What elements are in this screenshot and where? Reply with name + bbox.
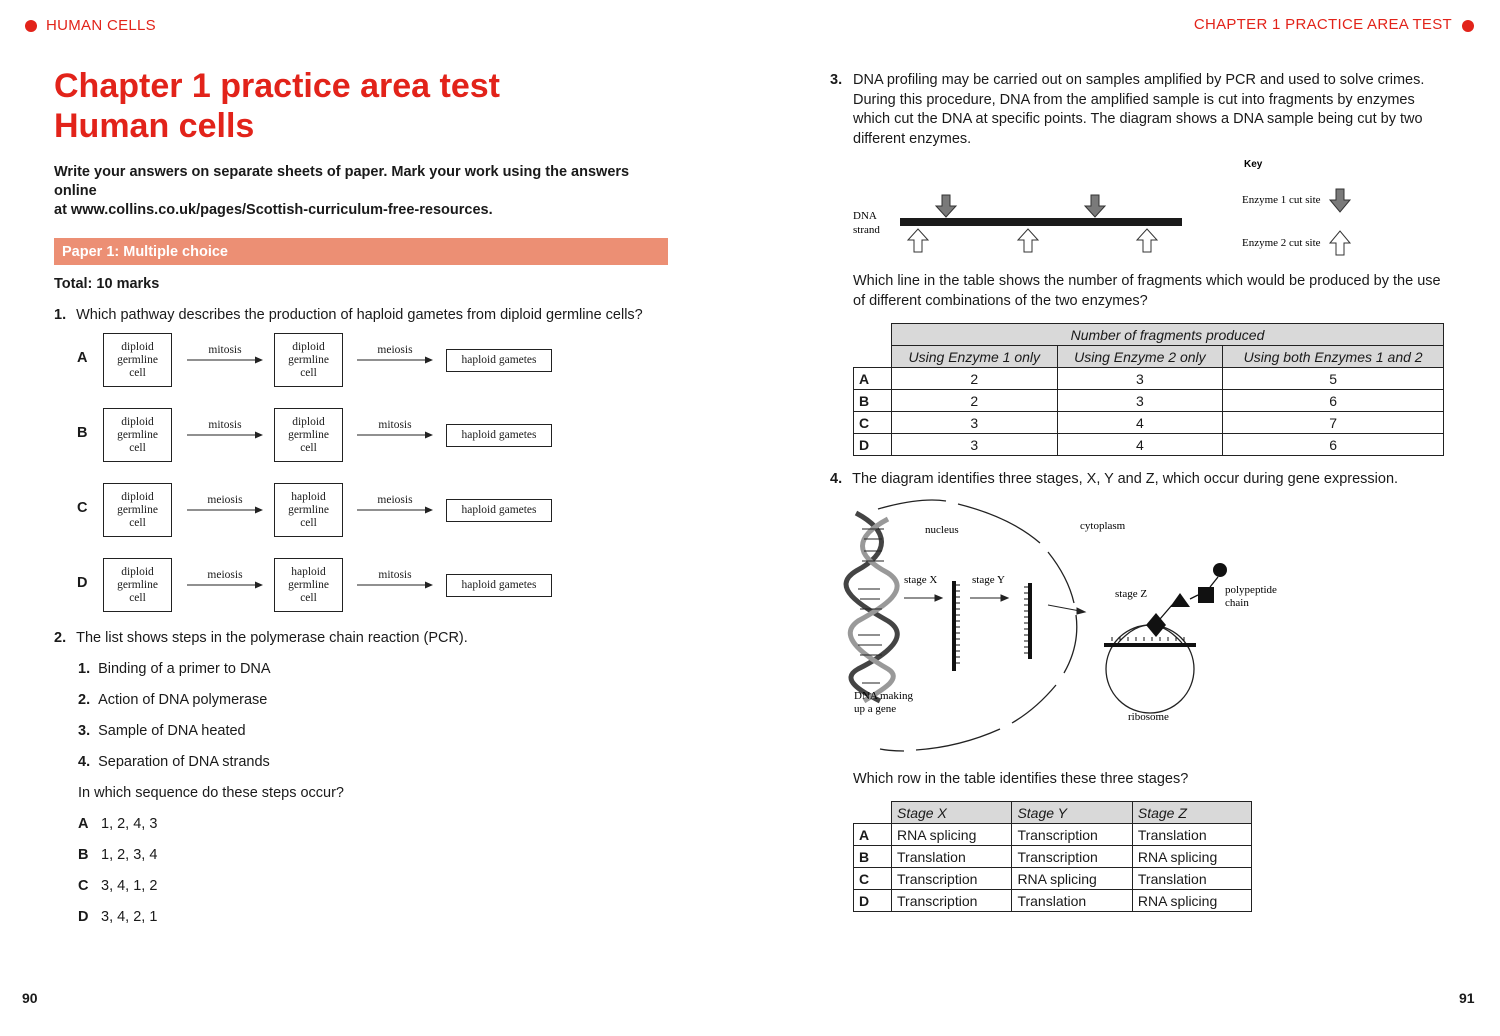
- cell: 3: [1057, 390, 1223, 412]
- cell-type-text: cell: [129, 441, 146, 454]
- gametes-box: haploid gametes: [446, 349, 552, 372]
- cell-type-box: [103, 483, 172, 537]
- stage-z-label: stage Z: [1115, 588, 1148, 600]
- header-bullet-right: [1462, 20, 1474, 32]
- question-number: 1.: [54, 307, 67, 323]
- row-letter: C: [854, 412, 892, 434]
- division-label: meiosis: [377, 344, 413, 356]
- cell-type-box: [103, 408, 172, 462]
- division-label: mitosis: [208, 344, 242, 356]
- option-letter: C: [77, 500, 88, 516]
- table-row[interactable]: [854, 846, 1252, 868]
- q3-table-prompt: Which line in the table shows the number of fragments which would be produced by the use of different combinations of the two enzymes?: [853, 273, 1441, 309]
- column-header: Stage X: [892, 802, 1012, 824]
- cell-type-text: germline: [117, 428, 158, 441]
- division-label: mitosis: [208, 419, 242, 431]
- key-enzyme1-label: Enzyme 1 cut site: [1242, 194, 1321, 206]
- polypeptide-label-line1: polypeptide: [1225, 584, 1277, 596]
- column-header: Using both Enzymes 1 and 2: [1223, 346, 1444, 368]
- enzyme2-cut-arrow: [908, 229, 928, 252]
- pcr-step: 2. Action of DNA polymerase: [78, 692, 268, 708]
- cell-type-text: cell: [129, 366, 146, 379]
- gene-expression-diagram: [850, 495, 1277, 760]
- table-row[interactable]: [854, 412, 1444, 434]
- key-title: Key: [1244, 159, 1263, 170]
- page-number-right: 91: [1459, 990, 1475, 1006]
- cell-type-text: diploid: [292, 340, 325, 353]
- stage-x-label: stage X: [904, 574, 938, 586]
- total-marks: Total: 10 marks: [54, 276, 160, 292]
- instructions: [54, 163, 674, 220]
- enzyme1-cut-arrow: [936, 195, 956, 217]
- ribosome-label: ribosome: [1128, 711, 1169, 723]
- cell-type-box: [274, 333, 343, 387]
- question-number: 2.: [54, 630, 67, 646]
- corner-cell: [854, 802, 892, 824]
- option-letter: D: [77, 575, 88, 591]
- stages-table: [853, 801, 1252, 912]
- dna-label-line2: strand: [853, 224, 880, 236]
- key-enzyme2-arrow: [1330, 231, 1350, 255]
- cell: 5: [1223, 368, 1444, 390]
- key-enzyme1-arrow: [1330, 189, 1350, 212]
- running-header-left: HUMAN CELLS: [46, 17, 156, 34]
- table-row[interactable]: [854, 890, 1252, 912]
- question-3: [830, 71, 1424, 149]
- dna-gene-label-line2: up a gene: [854, 703, 897, 715]
- cell-type-text: haploid: [291, 490, 326, 503]
- cell: RNA splicing: [1132, 846, 1251, 868]
- cell: RNA splicing: [1132, 890, 1251, 912]
- table-row[interactable]: [854, 390, 1444, 412]
- cell-type-text: germline: [117, 503, 158, 516]
- column-header: Using Enzyme 2 only: [1057, 346, 1223, 368]
- question-text: Which pathway describes the production of haploid gametes from diploid germline cells?: [76, 307, 643, 323]
- cell-type-text: germline: [288, 578, 329, 591]
- answer-option[interactable]: D 3, 4, 2, 1: [78, 909, 158, 925]
- arrow-icon: [357, 430, 435, 440]
- pcr-step: 1. Binding of a primer to DNA: [78, 661, 271, 677]
- pcr-step: 3. Sample of DNA heated: [78, 723, 246, 739]
- cell: Transcription: [892, 890, 1012, 912]
- answer-option[interactable]: C 3, 4, 1, 2: [78, 878, 158, 894]
- division-label: meiosis: [207, 569, 243, 581]
- column-header: Using Enzyme 1 only: [892, 346, 1058, 368]
- header-bullet-left: [25, 20, 37, 32]
- arrow-icon: [187, 430, 265, 440]
- arrow-icon: [187, 505, 265, 515]
- q4-table-prompt: Which row in the table identifies these three stages?: [853, 771, 1189, 787]
- cell: 6: [1223, 434, 1444, 456]
- cell-type-text: germline: [288, 428, 329, 441]
- group-header: Number of fragments produced: [892, 324, 1444, 346]
- question-text: DNA profiling may be carried out on samples amplified by PCR and used to solve crimes. During this procedure, DNA from the amplified sample is cut into fragments by enzymes which cut the DNA at specific points. The diagram shows a DNA sample being cut by two different enzymes.: [853, 72, 1425, 147]
- page-title: [54, 66, 500, 146]
- enzyme1-cut-arrow: [1085, 195, 1105, 217]
- cell: 3: [1057, 368, 1223, 390]
- cell: Translation: [1132, 868, 1251, 890]
- question-number: 3.: [830, 72, 843, 88]
- cell: 3: [892, 434, 1058, 456]
- cell-type-box: [274, 483, 343, 537]
- instructions-line1: Write your answers on separate sheets of paper. Mark your work using the answers online: [54, 164, 630, 199]
- column-header: Stage Z: [1132, 802, 1251, 824]
- cell-type-text: diploid: [121, 565, 154, 578]
- stage-x-arrow: [904, 595, 942, 601]
- ribosome-lower-subunit: [1106, 625, 1194, 713]
- page-number-left: 90: [22, 990, 38, 1006]
- cell: RNA splicing: [892, 824, 1012, 846]
- stage-z-arrow: [1048, 605, 1085, 614]
- fragments-table: [853, 323, 1444, 456]
- dna-cut-diagram: [850, 155, 1370, 265]
- question-2: [54, 629, 468, 649]
- table-row[interactable]: [854, 368, 1444, 390]
- stage-y-arrow: [970, 595, 1008, 601]
- cell-type-text: haploid: [291, 565, 326, 578]
- table-row[interactable]: [854, 824, 1252, 846]
- option-letter: B: [77, 425, 88, 441]
- gametes-box: haploid gametes: [446, 424, 552, 447]
- mature-mrna-strand: [1024, 583, 1030, 659]
- cell-type-text: cell: [129, 591, 146, 604]
- cell-type-text: diploid: [121, 490, 154, 503]
- nuclear-membrane: [878, 500, 1077, 751]
- cell-type-text: cell: [300, 591, 317, 604]
- cell-type-text: cell: [300, 366, 317, 379]
- arrow-icon: [187, 580, 265, 590]
- answer-option[interactable]: A 1, 2, 4, 3: [78, 816, 158, 832]
- division-label: meiosis: [377, 494, 413, 506]
- dna-helix-strand-2: [850, 519, 897, 701]
- cell-type-box: [103, 333, 172, 387]
- pathway-option[interactable]: [0, 408, 600, 464]
- cell: Translation: [892, 846, 1012, 868]
- option-letter: A: [77, 350, 88, 366]
- gametes-box: haploid gametes: [446, 574, 552, 597]
- cell: Transcription: [1012, 846, 1132, 868]
- arrow-icon: [187, 355, 265, 365]
- amino-acid-circle: [1213, 563, 1227, 577]
- dna-gene-label-line1: DNA making: [854, 690, 913, 702]
- enzyme2-cut-arrow: [1018, 229, 1038, 252]
- cell: 2: [892, 390, 1058, 412]
- stage-y-label: stage Y: [972, 574, 1005, 586]
- cell-type-text: germline: [117, 353, 158, 366]
- section-bar: Paper 1: Multiple choice: [54, 238, 668, 265]
- cell-type-text: diploid: [121, 340, 154, 353]
- amino-acid-diamond: [1146, 613, 1166, 637]
- cell: 7: [1223, 412, 1444, 434]
- cell-type-box: [274, 558, 343, 612]
- pathway-option[interactable]: [0, 558, 600, 614]
- cell: Transcription: [892, 868, 1012, 890]
- row-letter: A: [854, 824, 892, 846]
- cell: 6: [1223, 390, 1444, 412]
- corner-cell: [854, 346, 892, 368]
- instructions-line2: at www.collins.co.uk/pages/Scottish-curriculum-free-resources.: [54, 202, 493, 218]
- running-header-right: CHAPTER 1 PRACTICE AREA TEST: [1193, 16, 1452, 33]
- pathway-option[interactable]: [0, 333, 600, 389]
- arrow-icon: [357, 580, 435, 590]
- cell: 4: [1057, 412, 1223, 434]
- gametes-box: haploid gametes: [446, 499, 552, 522]
- column-header: Stage Y: [1012, 802, 1132, 824]
- division-label: meiosis: [207, 494, 243, 506]
- cell-type-text: diploid: [121, 415, 154, 428]
- pathway-option[interactable]: [0, 483, 600, 539]
- cell-type-text: diploid: [292, 415, 325, 428]
- row-letter: C: [854, 868, 892, 890]
- table-row[interactable]: [854, 868, 1252, 890]
- cell-type-box: [103, 558, 172, 612]
- page-title-line1: Chapter 1 practice area test: [54, 67, 500, 105]
- cell-type-text: cell: [300, 516, 317, 529]
- question-number: 4.: [830, 471, 843, 487]
- amino-acid-square: [1198, 587, 1214, 603]
- corner-cell: [854, 324, 892, 346]
- table-row[interactable]: [854, 434, 1444, 456]
- enzyme2-cut-arrow: [1137, 229, 1157, 252]
- cell-type-text: cell: [129, 516, 146, 529]
- polypeptide-label-line2: chain: [1225, 597, 1249, 609]
- row-letter: B: [854, 390, 892, 412]
- cell: Transcription: [1012, 824, 1132, 846]
- key-enzyme2-label: Enzyme 2 cut site: [1242, 237, 1321, 249]
- cell: 3: [892, 412, 1058, 434]
- question-text: The diagram identifies three stages, X, Y and Z, which occur during gene expression.: [852, 471, 1399, 487]
- sequence-prompt: In which sequence do these steps occur?: [78, 785, 344, 801]
- cell-type-text: germline: [117, 578, 158, 591]
- pcr-step-list: [78, 660, 344, 939]
- cell: 2: [892, 368, 1058, 390]
- row-letter: B: [854, 846, 892, 868]
- amino-acid-triangle: [1170, 593, 1190, 607]
- division-label: mitosis: [378, 419, 412, 431]
- cell-type-text: cell: [300, 441, 317, 454]
- question-1: [54, 306, 643, 326]
- page-title-line2: Human cells: [54, 107, 255, 145]
- cell: Translation: [1132, 824, 1251, 846]
- nucleus-label: nucleus: [925, 524, 959, 536]
- arrow-icon: [357, 355, 435, 365]
- question-text: The list shows steps in the polymerase chain reaction (PCR).: [76, 630, 468, 646]
- arrow-icon: [357, 505, 435, 515]
- primary-rna-strand: [954, 581, 960, 671]
- cell-type-text: germline: [288, 353, 329, 366]
- cell-type-box: [274, 408, 343, 462]
- cell-type-text: germline: [288, 503, 329, 516]
- pcr-step: 4. Separation of DNA strands: [78, 754, 270, 770]
- answer-option[interactable]: B 1, 2, 3, 4: [78, 847, 158, 863]
- row-letter: A: [854, 368, 892, 390]
- row-letter: D: [854, 434, 892, 456]
- dna-label-line1: DNA: [853, 210, 877, 222]
- cell: 4: [1057, 434, 1223, 456]
- cell: Translation: [1012, 890, 1132, 912]
- cytoplasm-label: cytoplasm: [1080, 520, 1126, 532]
- cell: RNA splicing: [1012, 868, 1132, 890]
- dna-strand-bar: [900, 218, 1182, 226]
- question-4: [830, 470, 1398, 490]
- row-letter: D: [854, 890, 892, 912]
- division-label: mitosis: [378, 569, 412, 581]
